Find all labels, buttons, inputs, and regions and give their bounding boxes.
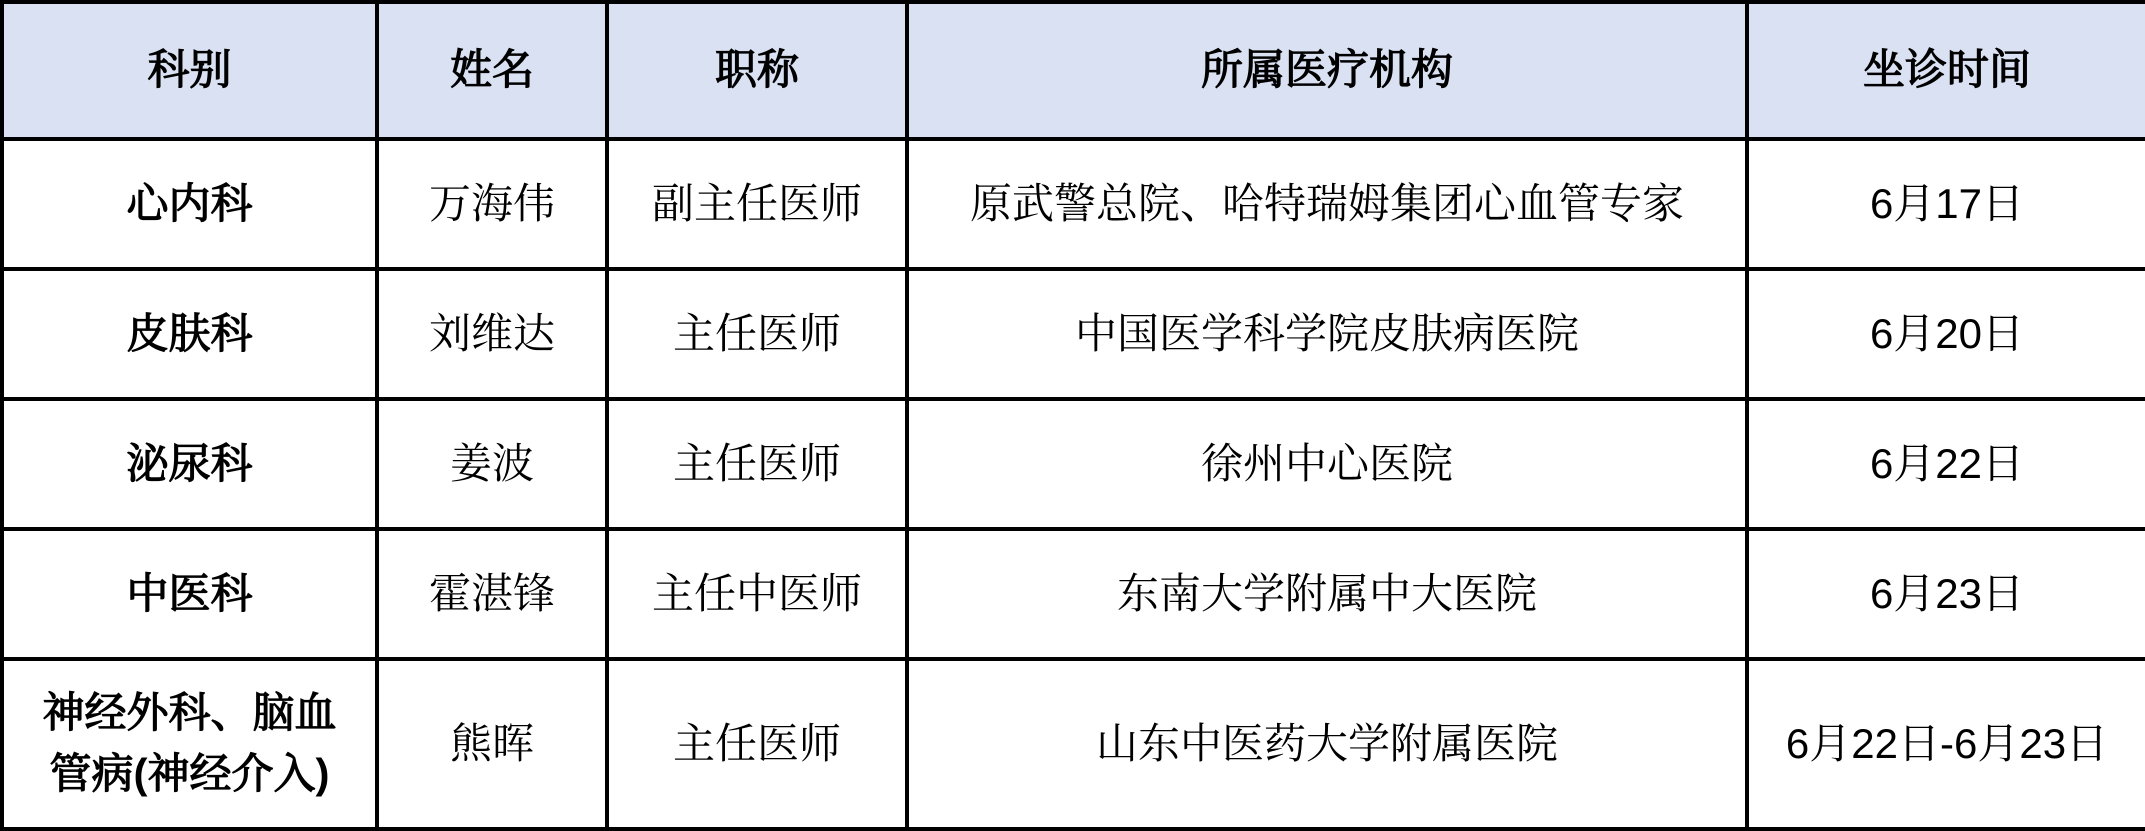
cell-institution: 徐州中心医院	[907, 399, 1747, 529]
cell-department: 神经外科、脑血管病(神经介入)	[2, 659, 377, 829]
cell-title: 主任医师	[607, 399, 907, 529]
cell-name: 熊晖	[377, 659, 607, 829]
cell-schedule: 6月17日	[1747, 139, 2145, 269]
cell-institution: 中国医学科学院皮肤病医院	[907, 269, 1747, 399]
cell-schedule: 6月20日	[1747, 269, 2145, 399]
cell-title: 副主任医师	[607, 139, 907, 269]
cell-department: 泌尿科	[2, 399, 377, 529]
header-row	[2, 2, 2145, 139]
cell-institution: 山东中医药大学附属医院	[907, 659, 1747, 829]
column-header-title: 职称	[607, 2, 907, 139]
cell-department: 中医科	[2, 529, 377, 659]
cell-name: 霍湛锋	[377, 529, 607, 659]
column-header-department: 科别	[2, 2, 377, 139]
table-row	[2, 399, 2145, 529]
cell-name: 姜波	[377, 399, 607, 529]
cell-title: 主任中医师	[607, 529, 907, 659]
column-header-name: 姓名	[377, 2, 607, 139]
cell-schedule: 6月22日	[1747, 399, 2145, 529]
table-row	[2, 529, 2145, 659]
cell-department: 皮肤科	[2, 269, 377, 399]
cell-institution: 原武警总院、哈特瑞姆集团心血管专家	[907, 139, 1747, 269]
cell-institution: 东南大学附属中大医院	[907, 529, 1747, 659]
table-row	[2, 139, 2145, 269]
cell-title: 主任医师	[607, 659, 907, 829]
cell-schedule: 6月22日-6月23日	[1747, 659, 2145, 829]
cell-title: 主任医师	[607, 269, 907, 399]
cell-schedule: 6月23日	[1747, 529, 2145, 659]
table-row	[2, 269, 2145, 399]
cell-name: 万海伟	[377, 139, 607, 269]
cell-name: 刘维达	[377, 269, 607, 399]
table-row	[2, 659, 2145, 829]
cell-department: 心内科	[2, 139, 377, 269]
column-header-institution: 所属医疗机构	[907, 2, 1747, 139]
column-header-schedule: 坐诊时间	[1747, 2, 2145, 139]
